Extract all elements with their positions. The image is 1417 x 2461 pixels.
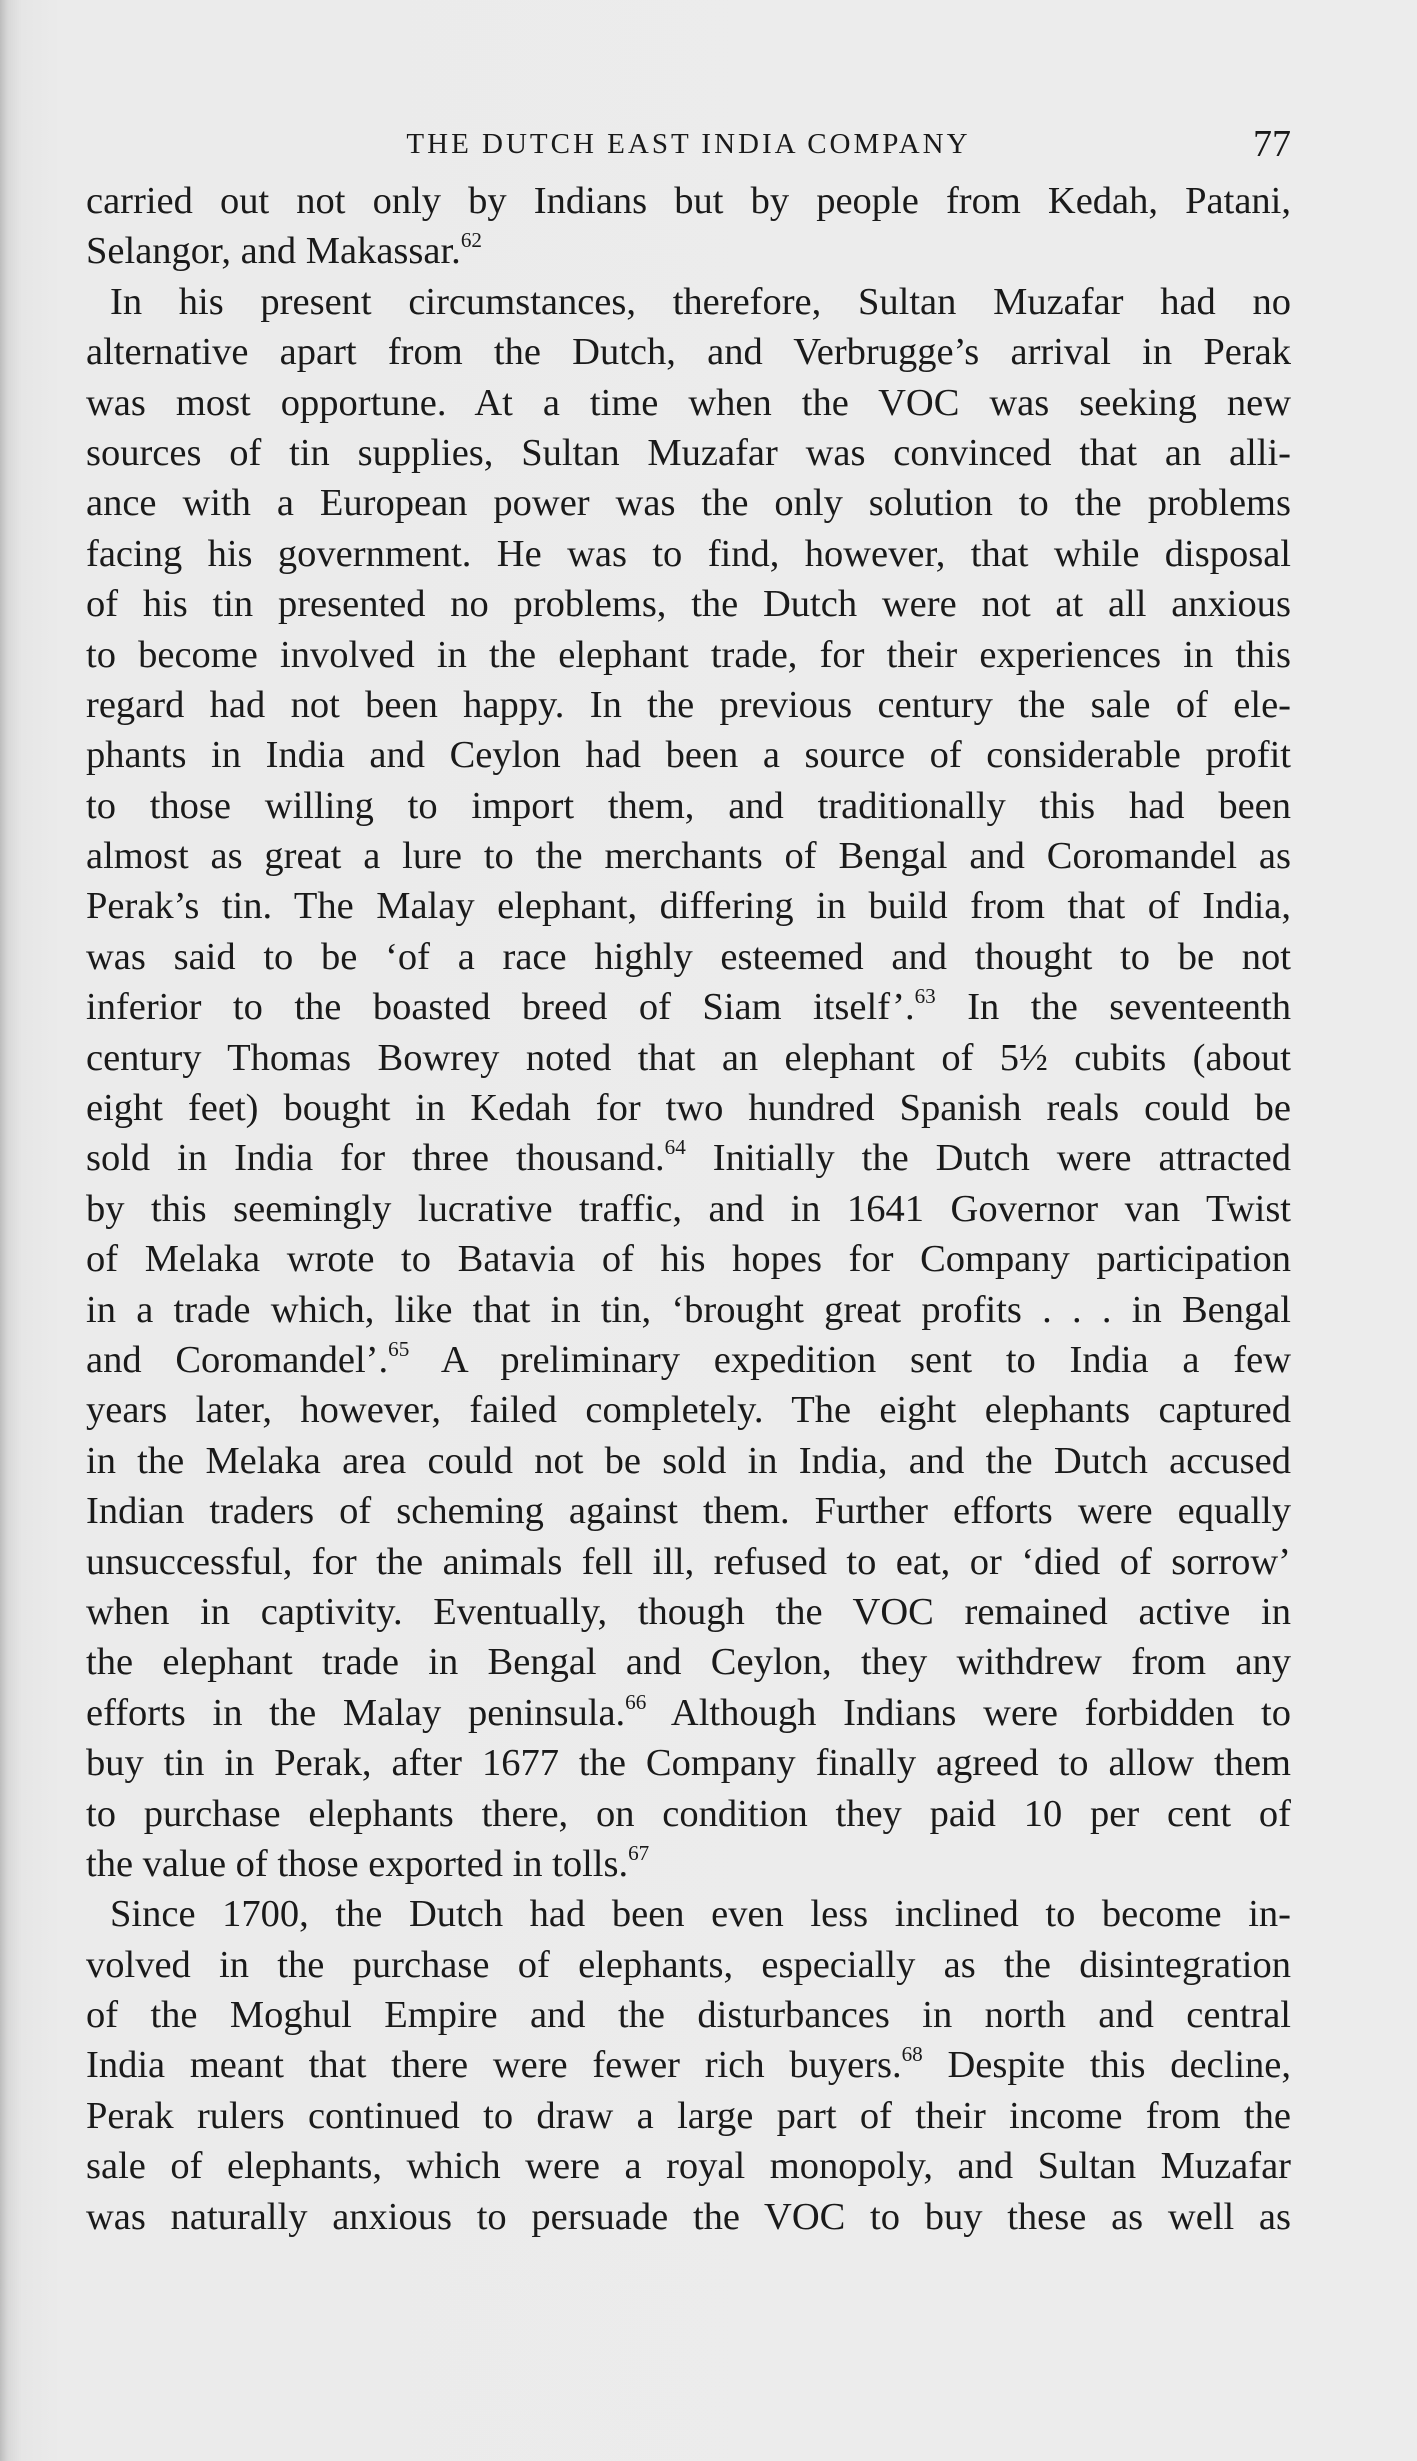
- text-line: [86, 881, 1291, 931]
- text-line: [86, 1789, 1291, 1839]
- text-line: [86, 1285, 1291, 1335]
- text-line: [86, 680, 1291, 730]
- text-line: [86, 831, 1291, 881]
- text-segment: century Thomas Bowrey noted that an elephant of 5½ cubits (about: [86, 1036, 1291, 1079]
- text-line: [86, 327, 1291, 377]
- text-segment: phants in India and Ceylon had been a source of considerable profit: [86, 734, 1291, 777]
- text-segment: was naturally anxious to persuade the VOC to buy these as well as: [86, 2195, 1291, 2238]
- footnote-reference: 68: [901, 2042, 923, 2067]
- text-segment: carried out not only by Indians but by people from Kedah, Patani,: [86, 180, 1291, 222]
- text-line: [86, 1234, 1291, 1284]
- text-segment: the value of those exported in tolls.: [86, 1842, 629, 1885]
- text-segment: of Melaka wrote to Batavia of his hopes for Company participation: [86, 1238, 1291, 1281]
- text-segment: In his present circumstances, therefore, Sultan Muzafar had no: [110, 280, 1291, 323]
- text-line: [86, 1083, 1291, 1133]
- text-line: [86, 1335, 1291, 1385]
- text-segment: sources of tin supplies, Sultan Muzafar was convinced that an alli-: [86, 431, 1291, 474]
- text-line: [86, 1637, 1291, 1687]
- text-segment: to become involved in the elephant trade, for their experiences in this: [86, 633, 1291, 676]
- running-title: THE DUTCH EAST INDIA COMPANY: [406, 128, 971, 160]
- text-line: [86, 378, 1291, 428]
- text-line: [86, 2040, 1291, 2090]
- text-line: [86, 226, 1291, 276]
- text-segment: ance with a European power was the only solution to the problems: [86, 482, 1291, 525]
- footnote-reference: 67: [628, 1841, 650, 1866]
- text-segment: to those willing to import them, and traditionally this had been: [86, 784, 1291, 827]
- text-segment: Perak’s tin. The Malay elephant, differing in build from that of India,: [86, 885, 1291, 928]
- page-header: [86, 122, 1291, 172]
- text-segment: in a trade which, like that in tin, ‘brought great profits . . . in Bengal: [86, 1288, 1291, 1331]
- text-segment: was most opportune. At a time when the VOC was seeking new: [86, 381, 1291, 424]
- text-line: [86, 2091, 1291, 2141]
- text-segment: efforts in the Malay peninsula.: [86, 1691, 626, 1734]
- text-line: [86, 2192, 1291, 2242]
- text-segment: A preliminary expedition sent to India a few: [409, 1338, 1291, 1381]
- text-line: [86, 630, 1291, 680]
- text-line: [86, 1587, 1291, 1637]
- text-line: [86, 1688, 1291, 1738]
- text-segment: Selangor, and Makassar.: [86, 230, 461, 273]
- footnote-reference: 65: [388, 1337, 410, 1362]
- text-segment: regard had not been happy. In the previous century the sale of ele-: [86, 683, 1291, 726]
- footnote-reference: 63: [914, 984, 936, 1009]
- text-line: [86, 176, 1291, 226]
- text-line: [86, 1990, 1291, 2040]
- text-segment: in the Melaka area could not be sold in India, and the Dutch accused: [86, 1439, 1291, 1482]
- text-segment: India meant that there were fewer rich buyers.: [86, 2044, 902, 2087]
- text-line: [86, 1486, 1291, 1536]
- text-segment: Despite this decline,: [922, 2044, 1291, 2087]
- page-number: 77: [1253, 123, 1291, 165]
- text-segment: alternative apart from the Dutch, and Verbrugge’s arrival in Perak: [86, 331, 1291, 374]
- text-segment: buy tin in Perak, after 1677 the Company finally agreed to allow them: [86, 1742, 1291, 1785]
- body-text: [86, 176, 1291, 2242]
- text-segment: Indian traders of scheming against them. Further efforts were equally: [86, 1490, 1291, 1533]
- text-segment: and Coromandel’.: [86, 1338, 389, 1381]
- text-segment: Although Indians were forbidden to: [646, 1691, 1291, 1734]
- text-line: [86, 277, 1291, 327]
- text-line: [86, 1738, 1291, 1788]
- text-segment: volved in the purchase of elephants, especially as the disintegration: [86, 1943, 1291, 1986]
- text-line: [86, 428, 1291, 478]
- text-line: [86, 529, 1291, 579]
- text-segment: the elephant trade in Bengal and Ceylon, they withdrew from any: [86, 1641, 1291, 1684]
- text-segment: sale of elephants, which were a royal monopoly, and Sultan Muzafar: [86, 2145, 1291, 2188]
- text-segment: sold in India for three thousand.: [86, 1137, 665, 1180]
- text-line: [86, 932, 1291, 982]
- text-line: [86, 781, 1291, 831]
- text-segment: years later, however, failed completely. The eight elephants captured: [86, 1389, 1291, 1432]
- text-segment: of his tin presented no problems, the Dutch were not at all anxious: [86, 583, 1291, 626]
- text-line: [86, 1184, 1291, 1234]
- text-line: [86, 1385, 1291, 1435]
- text-segment: of the Moghul Empire and the disturbances in north and central: [86, 1994, 1291, 2037]
- text-line: [86, 1889, 1291, 1939]
- text-segment: almost as great a lure to the merchants of Bengal and Coromandel as: [86, 835, 1291, 878]
- text-line: [86, 1436, 1291, 1486]
- text-segment: facing his government. He was to find, however, that while disposal: [86, 532, 1291, 575]
- text-line: [86, 1033, 1291, 1083]
- text-line: [86, 1537, 1291, 1587]
- text-segment: Initially the Dutch were attracted: [685, 1137, 1291, 1180]
- text-segment: by this seemingly lucrative traffic, and in 1641 Governor van Twist: [86, 1187, 1291, 1230]
- text-line: [86, 579, 1291, 629]
- text-segment: inferior to the boasted breed of Siam itself’.: [86, 986, 915, 1029]
- footnote-reference: 64: [664, 1135, 686, 1160]
- text-segment: when in captivity. Eventually, though the VOC remained active in: [86, 1590, 1291, 1633]
- text-line: [86, 1133, 1291, 1183]
- text-segment: to purchase elephants there, on condition they paid 10 per cent of: [86, 1792, 1291, 1835]
- text-segment: In the seventeenth: [935, 986, 1291, 1029]
- text-line: [86, 730, 1291, 780]
- text-line: [86, 478, 1291, 528]
- footnote-reference: 62: [460, 228, 482, 253]
- text-segment: unsuccessful, for the animals fell ill, refused to eat, or ‘died of sorrow’: [86, 1540, 1291, 1583]
- footnote-reference: 66: [625, 1689, 647, 1714]
- text-segment: eight feet) bought in Kedah for two hundred Spanish reals could be: [86, 1087, 1291, 1130]
- text-line: [86, 1839, 1291, 1889]
- text-segment: Since 1700, the Dutch had been even less inclined to become in-: [110, 1893, 1291, 1936]
- text-segment: Perak rulers continued to draw a large part of their income from the: [86, 2094, 1291, 2137]
- text-segment: was said to be ‘of a race highly esteemed and thought to be not: [86, 935, 1291, 978]
- text-line: [86, 2141, 1291, 2191]
- text-line: [86, 1940, 1291, 1990]
- text-line: [86, 982, 1291, 1032]
